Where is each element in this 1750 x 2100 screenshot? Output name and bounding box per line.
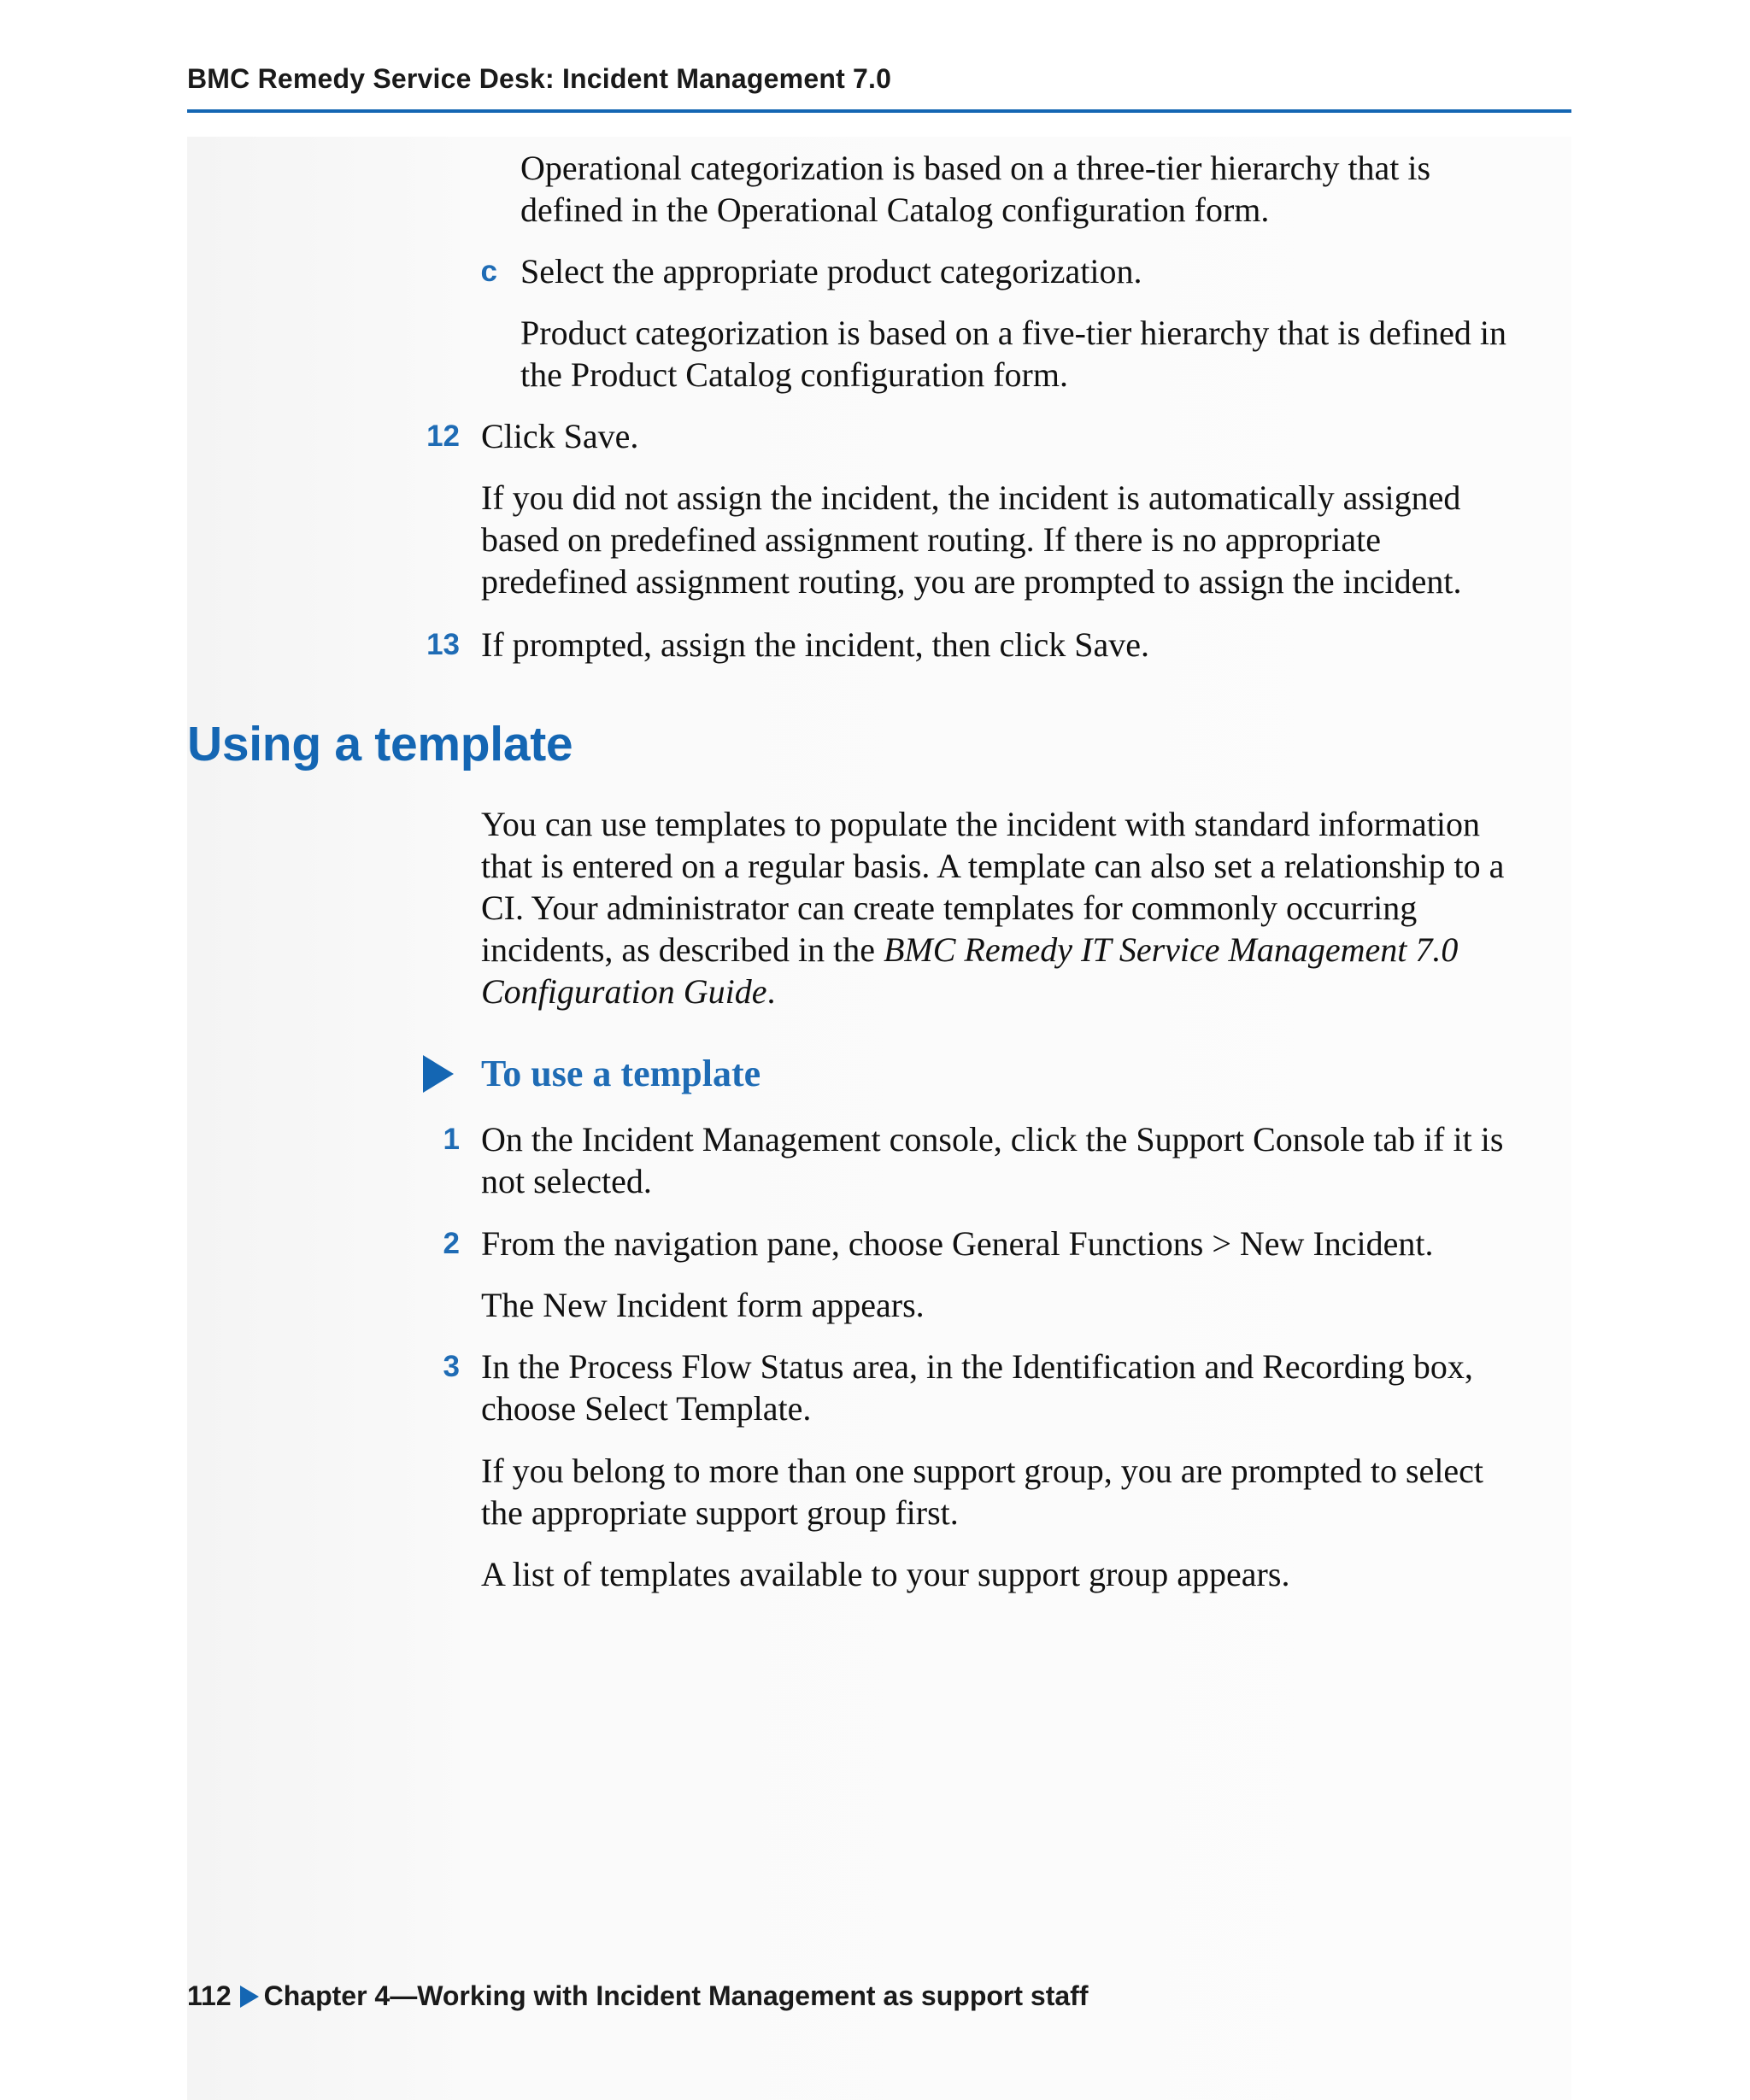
step-number-3: 3 [443, 1350, 460, 1383]
text-line [481, 971, 1504, 1012]
text-line: From the navigation pane, choose General Functions > New Incident. [481, 1224, 1434, 1263]
step-number-1: 1 [443, 1123, 460, 1156]
running-header: BMC Remedy Service Desk: Incident Management 7.0 [187, 63, 892, 94]
paragraph-assignment [481, 477, 1462, 602]
guide-title-italic: Configuration Guide [481, 972, 767, 1011]
step-2-result [481, 1284, 925, 1326]
text-line: If prompted, assign the incident, then click Save. [481, 625, 1150, 664]
step-2-text [481, 1223, 1434, 1264]
procedure-title: To use a template [481, 1053, 761, 1094]
step-3-text [481, 1346, 1473, 1429]
guide-title-italic: BMC Remedy IT Service Management 7.0 [883, 930, 1459, 969]
text-line: based on predefined assignment routing. If there is no appropriate [481, 520, 1382, 559]
text-line: You can use templates to populate the incident with standard information [481, 805, 1481, 843]
step-12-text [481, 415, 638, 457]
text-line: On the Incident Management console, click the Support Console tab if it is [481, 1120, 1504, 1159]
chapter-title: Chapter 4—Working with Incident Management as support staff [263, 1980, 1089, 2011]
right-triangle-icon [421, 1053, 455, 1094]
text-line: Operational categorization is based on a three-tier hierarchy that is [520, 149, 1431, 187]
text-line: Product categorization is based on a five-tier hierarchy that is defined in [520, 314, 1507, 352]
step-number-13: 13 [426, 628, 460, 661]
step-c-text [520, 250, 1142, 292]
page-number: 112 [187, 1980, 232, 2011]
text-line: The New Incident form appears. [481, 1286, 925, 1324]
text-line: the appropriate support group first. [481, 1493, 959, 1532]
step-number-12: 12 [426, 419, 460, 453]
text-line: not selected. [481, 1162, 652, 1200]
section-heading: Using a template [187, 717, 573, 771]
text-line: the Product Catalog configuration form. [520, 355, 1068, 394]
text-line: Click Save. [481, 417, 639, 455]
text-line: defined in the Operational Catalog configuration form. [520, 191, 1270, 229]
text-line: that is entered on a regular basis. A template can also set a relationship to a [481, 847, 1505, 885]
header-rule [187, 109, 1571, 113]
step-3-note [481, 1450, 1483, 1534]
step-3-result [481, 1553, 1289, 1595]
page-footer [187, 1980, 1088, 2012]
text-fragment: incidents, as described in the [481, 930, 884, 969]
text-line: Select the appropriate product categorization. [520, 252, 1142, 290]
paragraph-product-categorization [520, 312, 1506, 396]
text-line: If you did not assign the incident, the incident is automatically assigned [481, 478, 1461, 517]
text-line: choose Select Template. [481, 1389, 812, 1428]
text-fragment: . [766, 972, 776, 1011]
paragraph-template-intro [481, 803, 1504, 1012]
text-line: In the Process Flow Status area, in the Identification and Recording box, [481, 1347, 1473, 1386]
text-line: A list of templates available to your support group appears. [481, 1555, 1290, 1593]
text-line [481, 929, 1504, 971]
text-line: If you belong to more than one support group, you are prompted to select [481, 1452, 1484, 1490]
step-number-2: 2 [443, 1227, 460, 1260]
text-line: CI. Your administrator can create templates for commonly occurring [481, 889, 1418, 927]
step-13-text [481, 624, 1149, 666]
step-1-text [481, 1118, 1503, 1202]
chevron-right-icon [238, 1984, 261, 2009]
step-label-c: c [480, 255, 497, 288]
text-line: predefined assignment routing, you are prompted to assign the incident. [481, 562, 1462, 601]
paragraph-operational-categorization [520, 147, 1430, 231]
